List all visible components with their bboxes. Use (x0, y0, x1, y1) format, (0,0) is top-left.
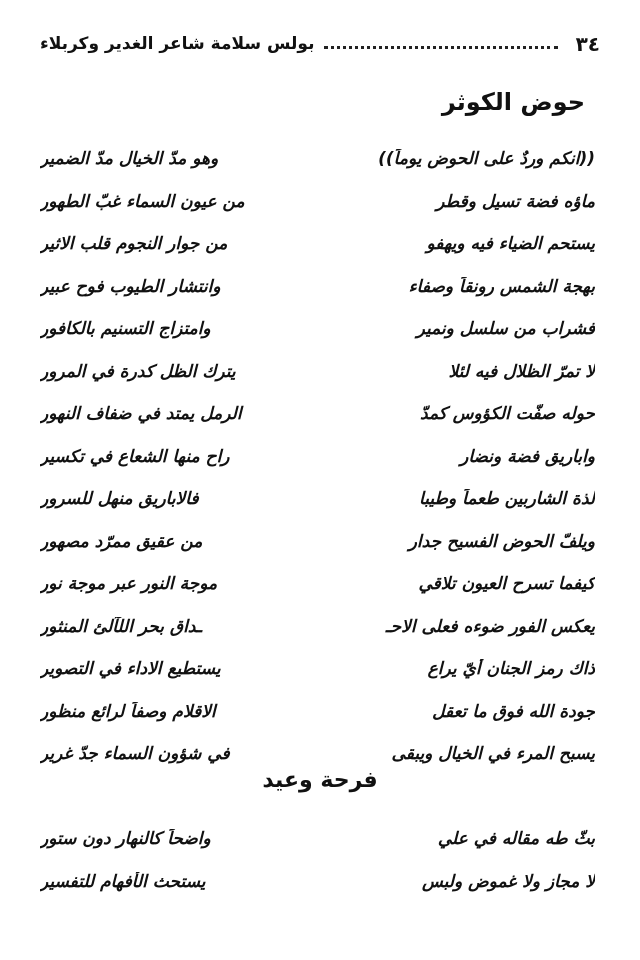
first-hemistich: يستحم الضياء فيه ويهفو (426, 234, 595, 255)
poem-couplets (40, 138, 595, 776)
couplet (40, 223, 595, 266)
first-hemistich: لا تمرّ الظلال فيه لئلا (448, 361, 595, 382)
couplet (40, 138, 595, 181)
second-hemistich: من عيون السماء غبّ الطهور (40, 191, 245, 212)
second-hemistich: الاقلام وصفاً لرائع منظور (40, 701, 216, 722)
first-hemistich: بثّ طه مقاله في علي (437, 829, 595, 850)
first-hemistich: حوله صفّت الكؤوس كمدّ (420, 404, 595, 425)
second-hemistich: وامتزاج التسنيم بالكافور (40, 319, 211, 340)
couplet (40, 181, 595, 224)
second-hemistich: الرمل يمتد في ضفاف النهور (40, 404, 242, 425)
couplet (40, 266, 595, 309)
second-hemistich: يستحث الأفهام للتفسير (40, 871, 206, 892)
first-hemistich: فشراب من سلسل ونمير (416, 319, 595, 340)
first-hemistich: لا مجاز ولا غموض ولبس (422, 871, 595, 892)
couplet (40, 691, 595, 734)
couplet (40, 308, 595, 351)
first-hemistich: واباريق فضة ونضار (460, 446, 595, 467)
couplet (40, 648, 595, 691)
couplet (40, 861, 595, 904)
first-hemistich: يسبح المرء في الخيال ويبقى (391, 744, 595, 765)
second-hemistich: وهو مدّ الخيال مدّ الضمير (40, 149, 219, 170)
first-hemistich: ماؤه فضة تسيل وقطر (436, 191, 595, 212)
couplet (40, 478, 595, 521)
couplet (40, 393, 595, 436)
first-hemistich: جودة الله فوق ما تعقل (432, 701, 595, 722)
first-hemistich: ذاك رمز الجنان أيّ يراع (427, 659, 595, 680)
first-hemistich: يعكس الفور ضوءه فعلى الاحـ (385, 616, 595, 637)
second-hemistich: من عقيق ممرّد مصهور (40, 531, 203, 552)
couplet (40, 351, 595, 394)
poem-title: فرحة وعيد (262, 768, 378, 793)
page-number: ٣٤ (575, 32, 600, 56)
second-hemistich: راح منها الشعاع في تكسير (40, 446, 230, 467)
second-hemistich: فالاباريق منهل للسرور (40, 489, 199, 510)
couplet (40, 563, 595, 606)
couplet (40, 436, 595, 479)
second-hemistich: وانتشار الطيوب فوح عبير (40, 276, 221, 297)
poem-couplets (40, 818, 595, 903)
first-hemistich: كيفما تسرح العيون تلاقي (418, 574, 595, 595)
second-hemistich: واضحاً كالنهار دون ستور (40, 829, 211, 850)
first-hemistich: ويلفّ الحوض الفسيح جدار (408, 531, 595, 552)
poem-title: حوض الكوثر (441, 88, 585, 116)
second-hemistich: يستطيع الاداء في التصوير (40, 659, 221, 680)
couplet (40, 606, 595, 649)
couplet (40, 521, 595, 564)
first-hemistich: ((انكم وردٌ على الحوض يوماً)) (378, 149, 595, 170)
second-hemistich: ـداق بحر اللآلئ المنثور (40, 616, 202, 637)
second-hemistich: من جوار النجوم قلب الاثير (40, 234, 228, 255)
first-hemistich: بهجة الشمس رونقاً وصفاء (408, 276, 595, 297)
second-hemistich: موجة النور عبر موجة نور (40, 574, 218, 595)
running-head-title: بولس سلامة شاعر الغدير وكربلاء (40, 34, 315, 54)
couplet (40, 818, 595, 861)
second-hemistich: يترك الظل كدرة في المرور (40, 361, 236, 382)
running-head (40, 30, 600, 58)
first-hemistich: لذة الشاربين طعماً وطيبا (419, 489, 595, 510)
leader-dots (324, 46, 557, 49)
second-hemistich: في شؤون السماء جدّ غرير (40, 744, 230, 765)
